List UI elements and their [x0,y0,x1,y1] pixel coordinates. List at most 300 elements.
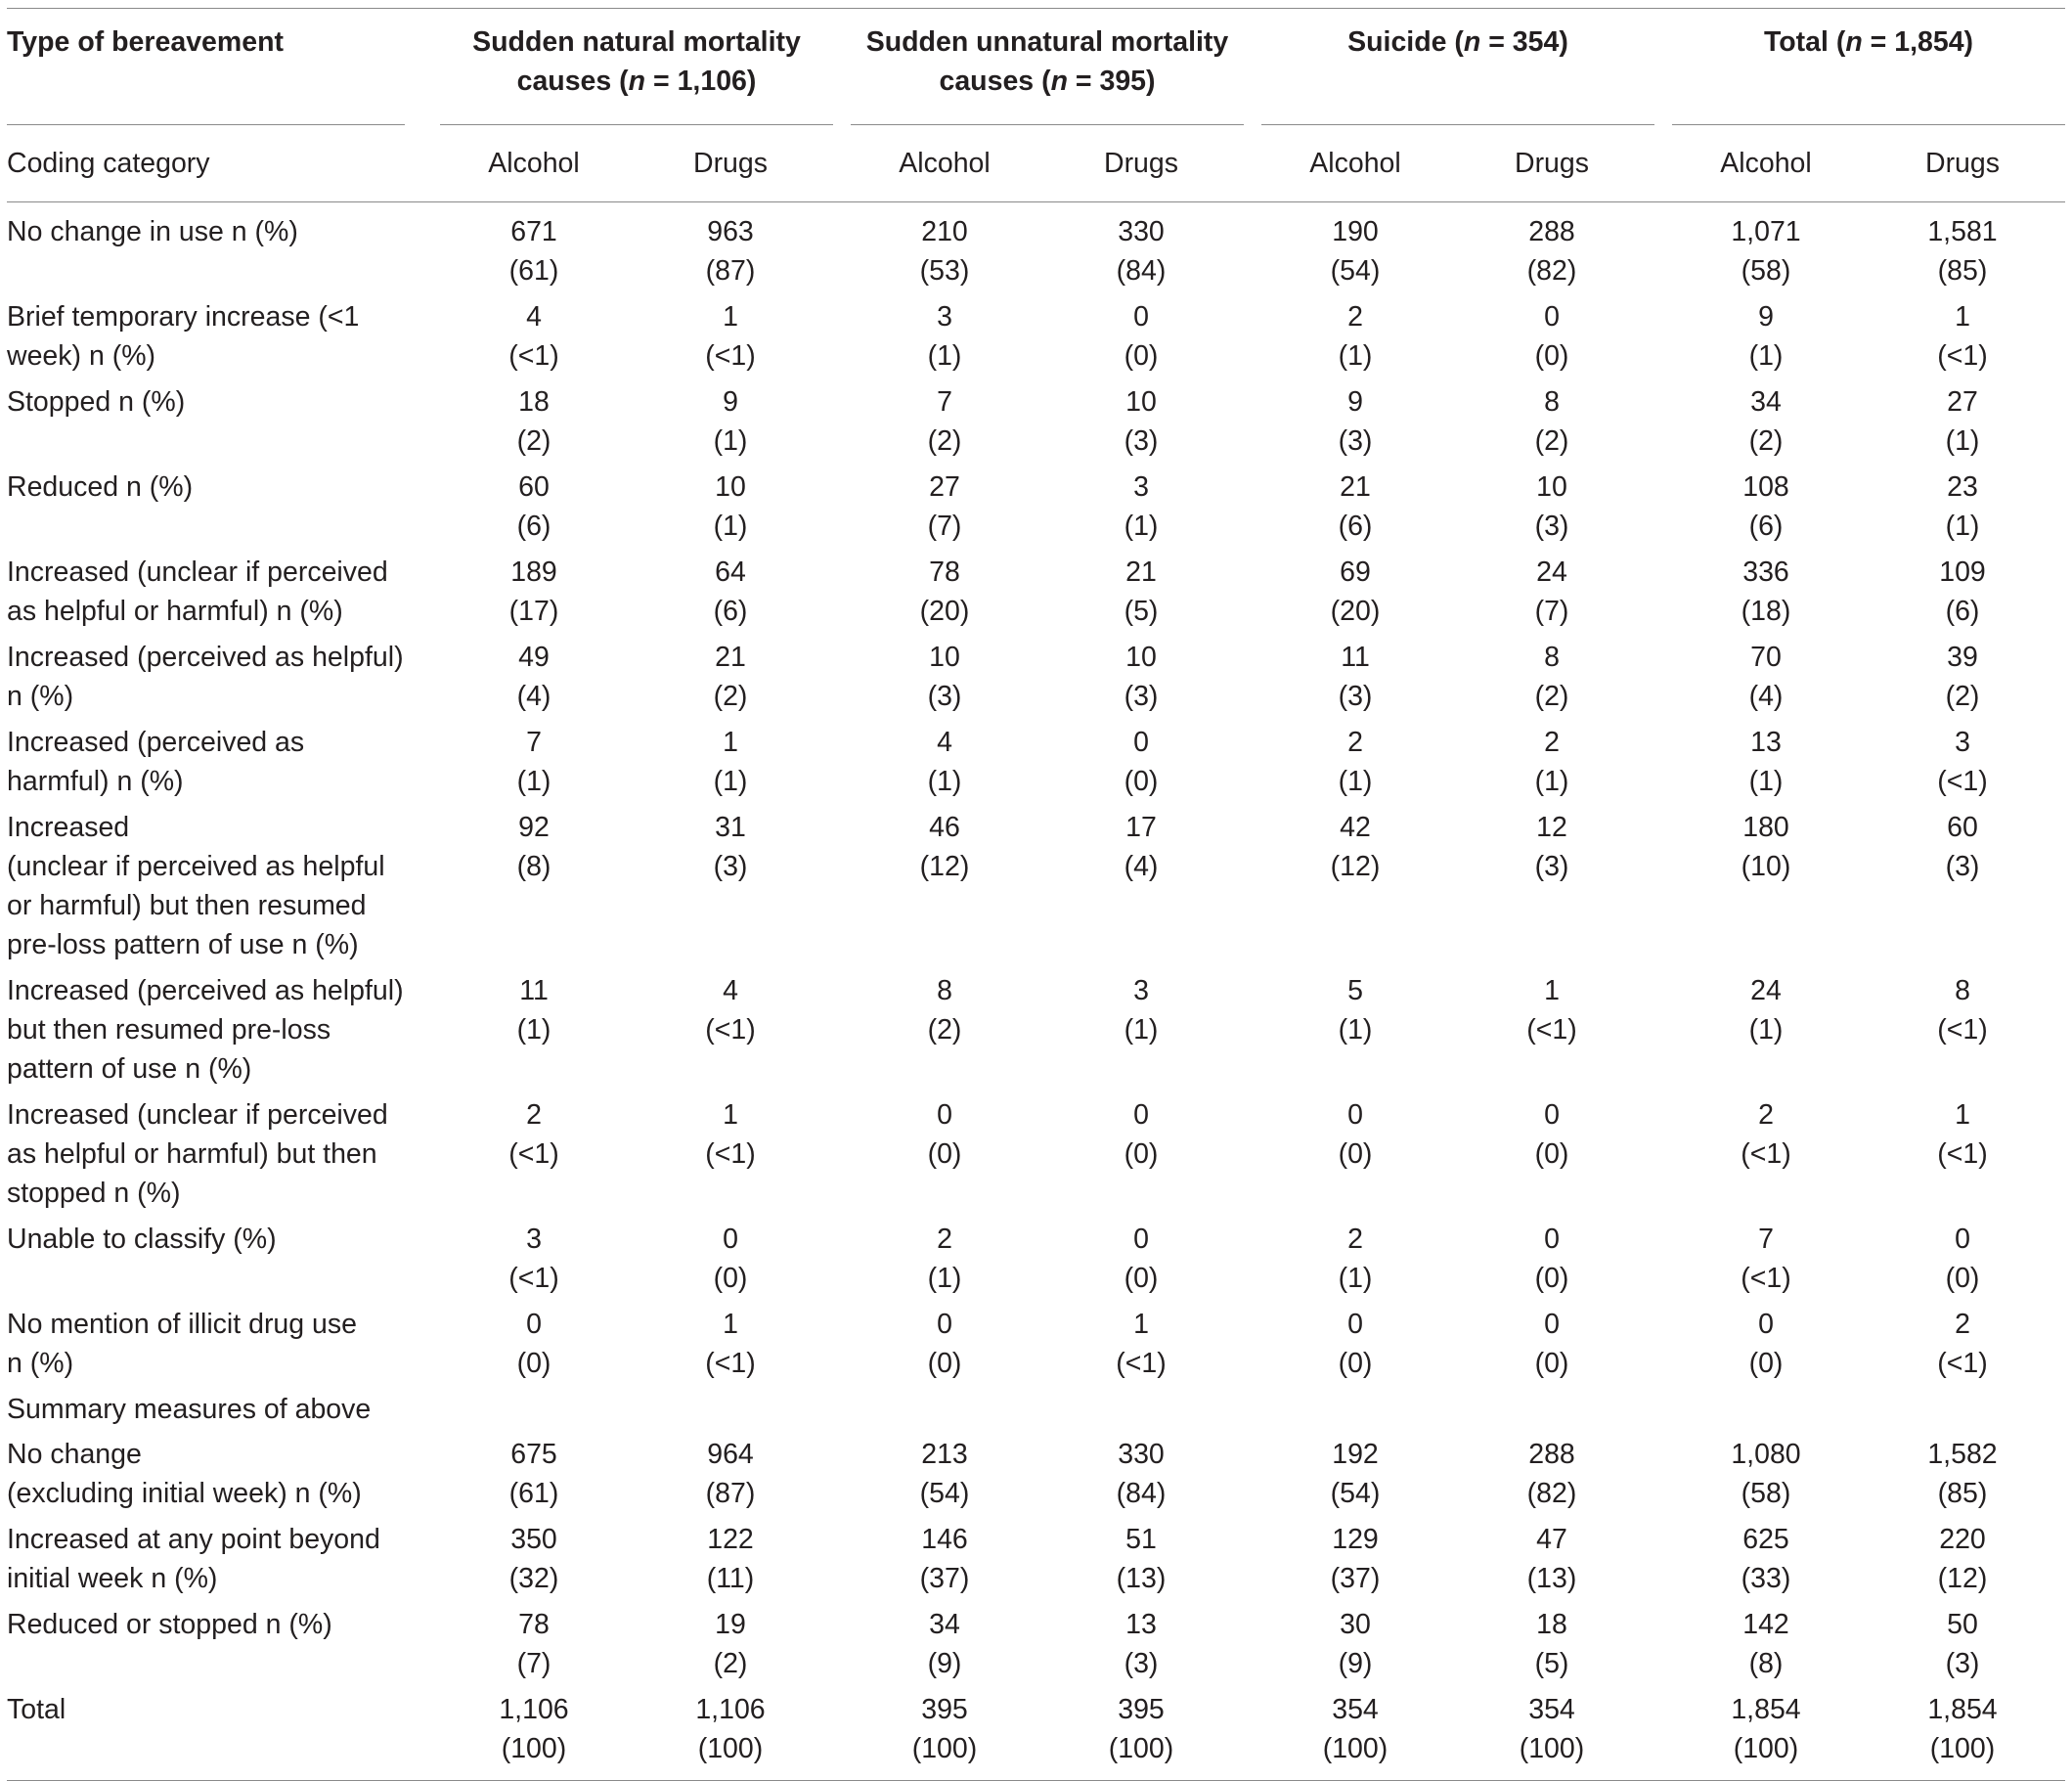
cell-count: 46 [929,812,960,843]
cell-percent: (<1) [1741,1138,1791,1170]
cell-percent: (3) [1338,681,1373,712]
cell-count: 1,581 [1927,216,1998,247]
cell-count: 190 [1332,216,1379,247]
cell-percent: (37) [919,1563,970,1594]
cell-percent: (0) [1124,1263,1159,1294]
row-label-line: pre-loss pattern of use n (%) [7,929,359,960]
cell-count: 0 [937,1309,952,1340]
cell-percent: (58) [1741,255,1791,287]
group-header-line: Suicide (n = 354) [1347,26,1568,58]
alcohol-cell [833,382,1038,468]
table-row [7,297,2065,382]
cell-count: 34 [929,1609,960,1640]
alcohol-cell [1244,382,1449,468]
row-label [7,1305,422,1390]
cell-percent: (6) [713,596,748,627]
cell-count: 9 [1758,301,1774,333]
cell-percent: (11) [706,1563,755,1594]
cell-count: 9 [1347,386,1363,418]
drugs-cell [628,808,833,971]
alcohol-cell [1654,1520,1860,1605]
cell-count: 213 [921,1439,968,1470]
cell-count: 18 [1536,1609,1567,1640]
cell-percent: (0) [1124,340,1159,372]
alcohol-cell [422,1305,628,1390]
alcohol-cell [1244,1605,1449,1690]
type-of-bereavement-header: Type of bereavement [7,26,284,58]
summary-heading-row [7,1390,2065,1435]
drugs-cell [1860,202,2065,298]
cell-percent: (100) [911,1733,978,1764]
cell-count: 0 [1544,1224,1560,1255]
row-label [7,1095,422,1220]
alcohol-cell [422,297,628,382]
row-label [7,638,422,723]
alcohol-cell [1654,1305,1860,1390]
drugs-cell [1860,723,2065,808]
row-label [7,723,422,808]
cell-count: 1 [723,727,738,758]
cell-count: 1 [723,301,738,333]
drugs-cell [1449,808,1654,971]
cell-percent: (7) [927,511,962,542]
cell-percent: (0) [1534,1138,1569,1170]
drugs-cell [628,1690,833,1781]
cell-percent: (2) [713,1648,748,1679]
row-label-line: week) n (%) [7,340,156,372]
cell-count: 3 [1133,975,1149,1006]
alcohol-cell [833,297,1038,382]
cell-count: 13 [1125,1609,1157,1640]
row-label-line: n (%) [7,1348,74,1379]
cell-percent: (0) [1534,1348,1569,1379]
cell-count: 2 [937,1224,952,1255]
drugs-cell [1449,382,1654,468]
cell-count: 51 [1125,1524,1157,1555]
alcohol-cell [422,1095,628,1220]
row-label-line: stopped n (%) [7,1178,181,1209]
cell-count: 3 [1955,727,1970,758]
cell-percent: (2) [516,425,551,457]
cell-percent: (1) [1945,511,1980,542]
cell-percent: (3) [1124,1648,1159,1679]
table-row [7,1520,2065,1605]
drugs-cell [628,1605,833,1690]
cell-percent: (4) [1748,681,1784,712]
alcohol-cell [1654,971,1860,1095]
cell-percent: (6) [1338,511,1373,542]
cell-percent: (37) [1330,1563,1381,1594]
coding-category-header: Coding category [7,147,210,179]
row-label [7,808,422,971]
alcohol-cell [1244,297,1449,382]
cell-count: 0 [1544,1099,1560,1131]
cell-count: 23 [1947,471,1978,503]
row-label [7,1520,422,1605]
cell-percent: (<1) [1937,766,1988,797]
drugs-cell [1449,638,1654,723]
row-label [7,971,422,1095]
cell-percent: (0) [1124,766,1159,797]
drugs-cell [1860,468,2065,553]
cell-percent: (100) [697,1733,764,1764]
cell-count: 354 [1332,1694,1379,1725]
cell-count: 9 [723,386,738,418]
table-row [7,971,2065,1095]
cell-count: 27 [929,471,960,503]
cell-count: 10 [1125,386,1157,418]
table-row [7,638,2065,723]
cell-count: 10 [1536,471,1567,503]
row-label-line: Increased [7,812,130,843]
row-label-line: No mention of illicit drug use [7,1309,358,1340]
cell-count: 8 [1544,386,1560,418]
cell-percent: (53) [919,255,970,287]
group-header-line1: Sudden natural mortality [472,26,801,58]
alcohol-cell [1244,202,1449,298]
row-label-line: as helpful or harmful) but then [7,1138,377,1170]
drugs-cell [1038,1305,1244,1390]
cell-percent: (<1) [1741,1263,1791,1294]
row-label [7,1220,422,1305]
cell-percent: (13) [1116,1563,1167,1594]
drugs-cell [628,468,833,553]
alcohol-cell [1654,723,1860,808]
drugs-cell [1449,553,1654,638]
cell-percent: (18) [1741,596,1791,627]
alcohol-cell [1244,808,1449,971]
row-label-line: Reduced or stopped n (%) [7,1609,332,1640]
cell-count: 34 [1750,386,1782,418]
alcohol-cell [422,202,628,298]
cell-percent: (3) [1534,851,1569,882]
cell-percent: (1) [1124,511,1159,542]
cell-percent: (32) [508,1563,559,1594]
cell-count: 2 [1955,1309,1970,1340]
cell-percent: (84) [1116,1478,1167,1509]
cell-percent: (1) [1534,766,1569,797]
alcohol-cell [1654,553,1860,638]
drugs-cell [628,1305,833,1390]
cell-count: 142 [1742,1609,1789,1640]
alcohol-cell [833,971,1038,1095]
cell-percent: (<1) [508,340,559,372]
group-header-unnatural [833,9,1244,125]
group-header-total [1654,9,2065,125]
row-label [7,468,422,553]
cell-percent: (100) [1929,1733,1996,1764]
drugs-cell [628,202,833,298]
cell-percent: (<1) [1937,1348,1988,1379]
cell-count: 354 [1528,1694,1575,1725]
cell-percent: (0) [1534,340,1569,372]
alcohol-cell [1244,638,1449,723]
alcohol-cell [833,1435,1038,1520]
cell-count: 675 [510,1439,557,1470]
alcohol-cell [833,808,1038,971]
drugs-cell [628,297,833,382]
cell-count: 0 [1133,1099,1149,1131]
row-label-line: Increased (unclear if perceived [7,1099,388,1131]
cell-count: 109 [1939,557,1986,588]
cell-count: 671 [510,216,557,247]
cell-count: 0 [526,1309,542,1340]
cell-percent: (3) [1945,851,1980,882]
cell-count: 50 [1947,1609,1978,1640]
row-label-line: No change in use n (%) [7,216,298,247]
alcohol-cell [833,468,1038,553]
alcohol-cell [833,1305,1038,1390]
cell-percent: (100) [501,1733,567,1764]
cell-percent: (33) [1741,1563,1791,1594]
cell-count: 78 [518,1609,550,1640]
row-label-line: Total [7,1694,66,1725]
alcohol-cell [1244,1305,1449,1390]
table-row [7,1305,2065,1390]
drugs-cell [1449,202,1654,298]
cell-percent: (<1) [1937,1014,1988,1046]
alcohol-cell [1244,723,1449,808]
cell-count: 192 [1332,1439,1379,1470]
row-label-line: or harmful) but then resumed [7,890,367,921]
cell-count: 963 [707,216,754,247]
alcohol-cell [833,1095,1038,1220]
cell-percent: (13) [1526,1563,1577,1594]
cell-percent: (1) [1748,1014,1784,1046]
cell-percent: (3) [1124,425,1159,457]
cell-count: 8 [1544,642,1560,673]
cell-percent: (82) [1526,255,1577,287]
cell-count: 0 [1133,301,1149,333]
group-header-line2: causes (n = 395) [939,66,1156,97]
cell-percent: (6) [1748,511,1784,542]
row-label [7,1605,422,1690]
cell-count: 1,854 [1731,1694,1801,1725]
cell-count: 0 [1955,1224,1970,1255]
cell-count: 288 [1528,1439,1575,1470]
cell-percent: (54) [919,1478,970,1509]
cell-percent: (5) [1124,596,1159,627]
alcohol-cell [1654,638,1860,723]
table-row [7,1690,2065,1781]
cell-percent: (4) [1124,851,1159,882]
group-header-natural [422,9,833,125]
table-row [7,1095,2065,1220]
drugs-cell [1860,1305,2065,1390]
drugs-cell [1038,382,1244,468]
drugs-cell [1038,468,1244,553]
cell-percent: (58) [1741,1478,1791,1509]
alcohol-cell [833,723,1038,808]
table-row [7,202,2065,298]
cell-count: 3 [1133,471,1149,503]
cell-count: 2 [1347,727,1363,758]
cell-count: 2 [1347,301,1363,333]
drugs-cell [1860,553,2065,638]
cell-count: 12 [1536,812,1567,843]
cell-count: 180 [1742,812,1789,843]
cell-count: 10 [929,642,960,673]
subheader-row [7,125,2065,202]
alcohol-cell [1244,1520,1449,1605]
cell-percent: (100) [1322,1733,1389,1764]
cell-count: 1 [723,1309,738,1340]
subheader-alcohol: Alcohol [1720,147,1812,179]
cell-count: 288 [1528,216,1575,247]
alcohol-cell [1654,297,1860,382]
alcohol-cell [1654,1690,1860,1781]
cell-percent: (54) [1330,255,1381,287]
cell-count: 2 [1544,727,1560,758]
cell-count: 0 [1347,1099,1363,1131]
alcohol-cell [1244,1220,1449,1305]
cell-count: 47 [1536,1524,1567,1555]
drugs-cell [628,1435,833,1520]
drugs-cell [628,1220,833,1305]
cell-count: 49 [518,642,550,673]
cell-percent: (9) [1338,1648,1373,1679]
alcohol-cell [422,971,628,1095]
cell-count: 1,106 [695,1694,766,1725]
cell-count: 0 [723,1224,738,1255]
cell-count: 42 [1340,812,1371,843]
alcohol-cell [1654,808,1860,971]
row-label [7,553,422,638]
cell-count: 21 [1340,471,1371,503]
cell-percent: (<1) [1937,340,1988,372]
alcohol-cell [1244,1095,1449,1220]
drugs-cell [628,553,833,638]
cell-count: 60 [518,471,550,503]
cell-percent: (1) [1945,425,1980,457]
cell-count: 21 [715,642,746,673]
cell-percent: (<1) [705,1138,756,1170]
cell-count: 10 [715,471,746,503]
drugs-cell [628,1520,833,1605]
drugs-cell [1038,723,1244,808]
drugs-cell [1038,971,1244,1095]
table-row [7,723,2065,808]
cell-count: 8 [937,975,952,1006]
cell-percent: (1) [1748,340,1784,372]
cell-count: 964 [707,1439,754,1470]
row-label-line: No change [7,1439,142,1470]
alcohol-cell [833,1690,1038,1781]
cell-percent: (100) [1519,1733,1585,1764]
group-header-line1: Sudden unnatural mortality [865,26,1229,58]
cell-count: 1,071 [1731,216,1801,247]
cell-count: 78 [929,557,960,588]
alcohol-cell [422,1605,628,1690]
subheader-alcohol: Alcohol [899,147,991,179]
row-label-line: but then resumed pre-loss [7,1014,331,1046]
subheader-alcohol: Alcohol [488,147,580,179]
cell-count: 625 [1742,1524,1789,1555]
cell-count: 19 [715,1609,746,1640]
drugs-cell [1860,1690,2065,1781]
alcohol-cell [833,638,1038,723]
drugs-cell [1038,1220,1244,1305]
row-label-line: Increased at any point beyond [7,1524,380,1555]
alcohol-cell [1654,1435,1860,1520]
cell-percent: (1) [927,340,962,372]
cell-percent: (84) [1116,255,1167,287]
cell-count: 24 [1536,557,1567,588]
alcohol-cell [833,553,1038,638]
cell-count: 3 [526,1224,542,1255]
cell-percent: (1) [1124,1014,1159,1046]
cell-percent: (2) [1534,425,1569,457]
alcohol-cell [422,1435,628,1520]
group-header-row [7,9,2065,125]
cell-percent: (5) [1534,1648,1569,1679]
cell-percent: (0) [1748,1348,1784,1379]
cell-percent: (61) [508,255,559,287]
cell-percent: (1) [1338,1014,1373,1046]
cell-count: 395 [1118,1694,1165,1725]
alcohol-cell [422,723,628,808]
cell-percent: (0) [927,1138,962,1170]
cell-percent: (<1) [705,1014,756,1046]
group-header-line: Total (n = 1,854) [1763,26,1974,58]
drugs-cell [1449,971,1654,1095]
table-row [7,553,2065,638]
cell-count: 395 [921,1694,968,1725]
alcohol-cell [422,382,628,468]
cell-percent: (0) [1338,1138,1373,1170]
cell-count: 7 [937,386,952,418]
table-row [7,808,2065,971]
subheader-drugs: Drugs [1514,147,1590,179]
row-label-line: Stopped n (%) [7,386,186,418]
alcohol-cell [1244,1435,1449,1520]
cell-count: 0 [1544,301,1560,333]
drugs-cell [628,638,833,723]
cell-percent: (3) [1945,1648,1980,1679]
cell-percent: (85) [1937,255,1988,287]
table-row [7,1605,2065,1690]
cell-percent: (1) [713,511,748,542]
cell-count: 64 [715,557,746,588]
alcohol-cell [1654,1605,1860,1690]
cell-percent: (0) [927,1348,962,1379]
cell-percent: (3) [1124,681,1159,712]
alcohol-cell [422,553,628,638]
cell-percent: (9) [927,1648,962,1679]
cell-count: 0 [1133,1224,1149,1255]
cell-percent: (87) [705,255,756,287]
cell-count: 10 [1125,642,1157,673]
alcohol-cell [1654,382,1860,468]
alcohol-cell [1654,202,1860,298]
cell-count: 7 [1758,1224,1774,1255]
cell-percent: (0) [516,1348,551,1379]
row-label-line: Unable to classify (%) [7,1224,277,1255]
cell-count: 24 [1750,975,1782,1006]
alcohol-cell [1654,1095,1860,1220]
cell-count: 1,854 [1927,1694,1998,1725]
cell-count: 350 [510,1524,557,1555]
cell-count: 17 [1125,812,1157,843]
cell-count: 122 [707,1524,754,1555]
cell-count: 5 [1347,975,1363,1006]
alcohol-cell [422,1520,628,1605]
cell-percent: (7) [1534,596,1569,627]
drugs-cell [1449,1220,1654,1305]
cell-count: 60 [1947,812,1978,843]
drugs-cell [1449,1605,1654,1690]
cell-count: 70 [1750,642,1782,673]
